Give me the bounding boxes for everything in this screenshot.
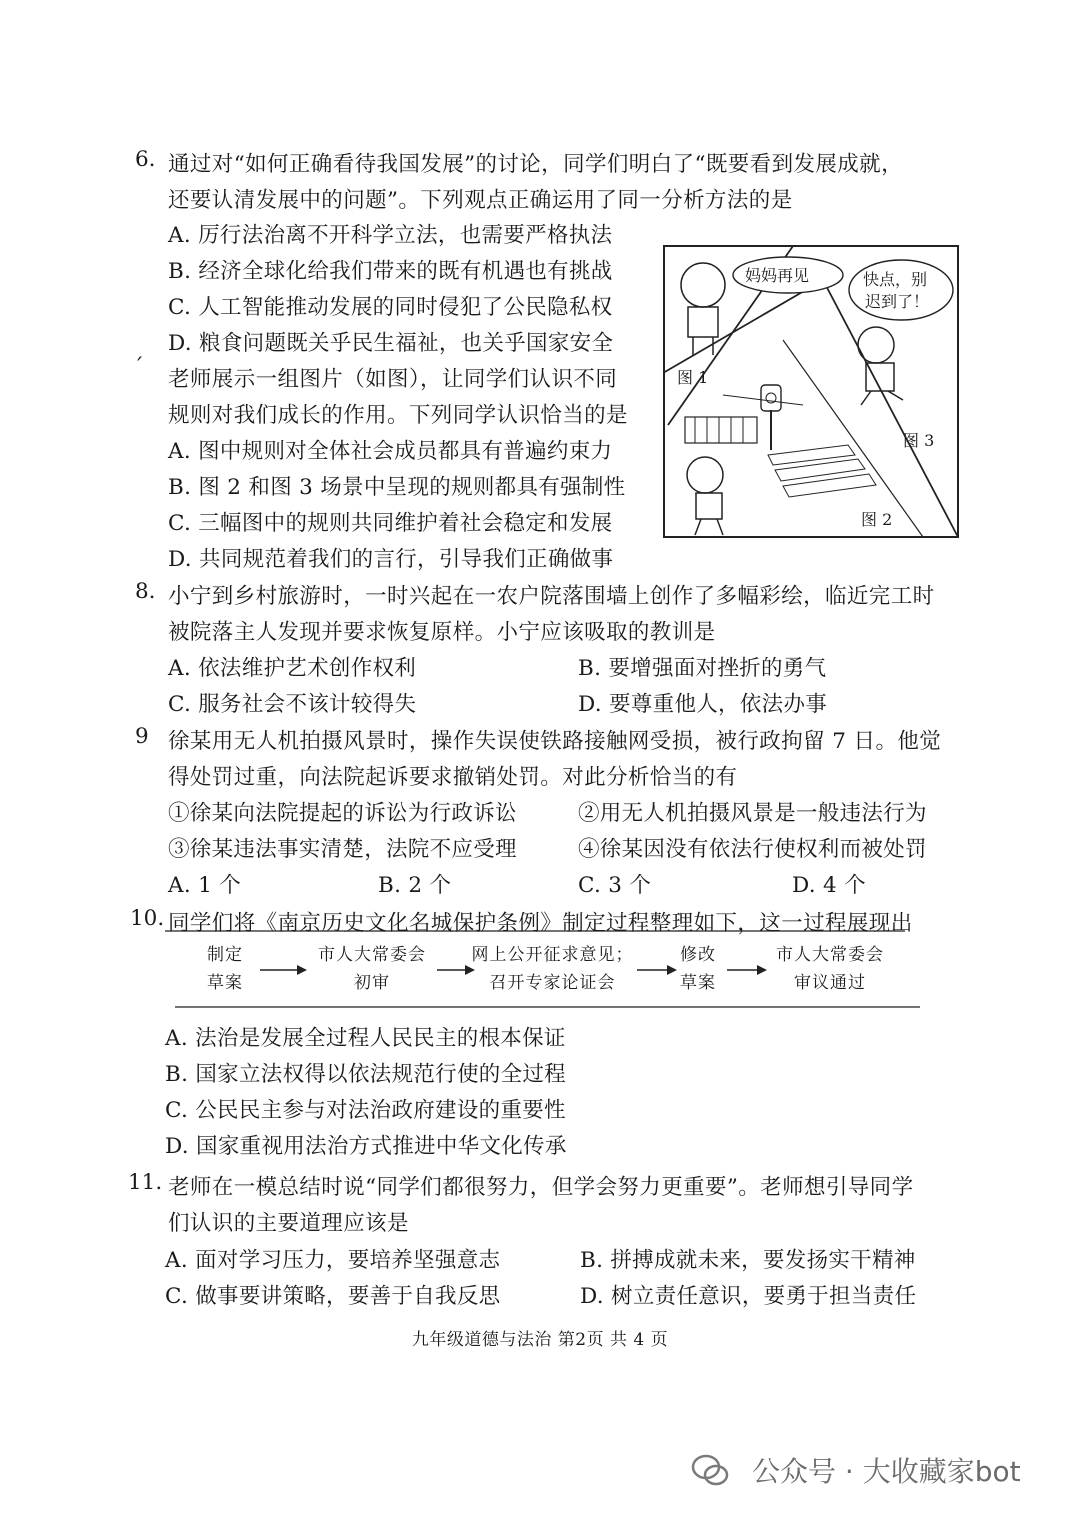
- page-footer: 九年级道德与法治 第2页 共 4 页: [411, 1330, 669, 1350]
- watermark-text: 公众号 · 大收藏家bot: [752, 1455, 1021, 1488]
- flow-step-4: [680, 941, 716, 997]
- q8-stem-line1: 小宁到乡村旅游时，一时兴起在一农户院落围墙上创作了多幅彩绘，临近完工时: [168, 584, 935, 609]
- q8-option-d: D. 要尊重他人，依法办事: [578, 692, 828, 717]
- q11-stem-line2: 们认识的主要道理应该是: [168, 1211, 409, 1236]
- q7-number: ˊ: [133, 355, 144, 380]
- flow-step-4-line2: 草案: [680, 973, 716, 993]
- q7-option-a: A. 图中规则对全体社会成员都具有普遍约束力: [168, 439, 613, 464]
- q8-option-a: A. 依法维护艺术创作权利: [168, 656, 417, 681]
- flow-step-1-line1: 制定: [207, 945, 243, 965]
- flow-arrow-1: [260, 965, 307, 975]
- q9-option-d: D. 4 个: [792, 873, 866, 898]
- q8-number: 8.: [135, 579, 156, 604]
- q10-option-a: A. 法治是发展全过程人民民主的根本保证: [165, 1026, 566, 1051]
- q8-stem-line2: 被院落主人发现并要求恢复原样。小宁应该吸取的教训是: [168, 620, 716, 645]
- q10-stem-line1: 同学们将《南京历史文化名城保护条例》制定过程整理如下，这一过程展现出: [168, 911, 913, 936]
- q6-option-c: C. 人工智能推动发展的同时侵犯了公民隐私权: [168, 295, 613, 320]
- q8-option-c: C. 服务社会不该计较得失: [168, 692, 417, 717]
- q7-option-b: B. 图 2 和图 3 场景中呈现的规则都具有强制性: [168, 475, 626, 500]
- flow-step-2-line2: 初审: [354, 973, 390, 993]
- q11-option-c: C. 做事要讲策略，要善于自我反思: [165, 1284, 501, 1309]
- flow-step-1-line2: 草案: [207, 973, 243, 993]
- q10-number: 10.: [130, 906, 165, 931]
- q9-number: 9: [135, 724, 149, 749]
- q6-option-a: A. 厉行法治离不开科学立法，也需要严格执法: [168, 223, 613, 248]
- q9-item-3: ③徐某违法事实清楚，法院不应受理: [168, 837, 517, 862]
- flow-step-3-line1: 网上公开征求意见；: [471, 945, 634, 965]
- comic-fig3-label: 图 3: [903, 431, 935, 450]
- q11-option-d: D. 树立责任意识，要勇于担当责任: [580, 1284, 917, 1309]
- q11-option-b: B. 拼搏成就未来，要发扬实干精神: [580, 1248, 916, 1273]
- q11-number: 11.: [128, 1170, 163, 1195]
- q9-option-a: A. 1 个: [168, 873, 242, 898]
- q11-option-a: A. 面对学习压力，要培养坚强意志: [165, 1248, 501, 1273]
- comic-bubble-2b: 迟到了！: [865, 292, 930, 311]
- q10-option-d: D. 国家重视用法治方式推进中华文化传承: [165, 1134, 567, 1159]
- q10-option-c: C. 公民民主参与对法治政府建设的重要性: [165, 1098, 566, 1123]
- q10-option-b: B. 国家立法权得以依法规范行使的全过程: [165, 1062, 566, 1087]
- flow-arrow-3: [637, 965, 677, 975]
- q7-stem-line1: 老师展示一组图片（如图），让同学们认识不同: [168, 367, 618, 392]
- q6-stem-line2: 还要认清发展中的问题”。下列观点正确运用了同一分析方法的是: [168, 188, 793, 213]
- q7-comic-figure: [663, 245, 959, 538]
- q8-option-b: B. 要增强面对挫折的勇气: [578, 656, 827, 681]
- q7-option-c: C. 三幅图中的规则共同维护着社会稳定和发展: [168, 511, 613, 536]
- q9-option-b: B. 2 个: [378, 873, 452, 898]
- comic-fig2-label: 图 2: [861, 510, 893, 529]
- flow-step-5: [765, 941, 895, 997]
- q6-option-d: D. 粮食问题既关乎民生福祉，也关乎国家安全: [168, 331, 614, 356]
- wechat-icon: [690, 1450, 730, 1490]
- q6-option-b: B. 经济全球化给我们带来的既有机遇也有挑战: [168, 259, 613, 284]
- flow-arrow-4: [727, 965, 767, 975]
- flow-step-3: [465, 941, 640, 997]
- flow-step-5-line1: 市人大常委会: [776, 945, 884, 965]
- flow-step-2: [307, 941, 437, 997]
- flow-step-5-line2: 审议通过: [794, 973, 866, 993]
- q9-item-2: ②用无人机拍摄风景是一般违法行为: [578, 801, 927, 826]
- q11-stem-line1: 老师在一模总结时说“同学们都很努力，但学会努力更重要”。老师想引导同学: [168, 1175, 914, 1200]
- q10-process-flow: [165, 925, 925, 1013]
- q9-item-4: ④徐某因没有依法行使权利而被处罚: [578, 837, 927, 862]
- q9-stem-line1: 徐某用无人机拍摄风景时，操作失误使铁路接触网受损，被行政拘留 7 日。他觉: [168, 729, 942, 754]
- flow-step-1: [207, 941, 243, 997]
- flow-step-3-line2: 召开专家论证会: [489, 973, 616, 993]
- q6-number: 6.: [135, 147, 156, 172]
- comic-bubble-1: 妈妈再见: [745, 266, 810, 285]
- q9-item-1: ①徐某向法院提起的诉讼为行政诉讼: [168, 801, 517, 826]
- q9-option-c: C. 3 个: [578, 873, 652, 898]
- q7-stem-line2: 规则对我们成长的作用。下列同学认识恰当的是: [168, 403, 628, 428]
- q7-option-d: D. 共同规范着我们的言行，引导我们正确做事: [168, 547, 614, 572]
- flow-step-2-line1: 市人大常委会: [318, 945, 426, 965]
- comic-fig1-label: 图 1: [677, 368, 709, 387]
- q6-stem-line1: 通过对“如何正确看待我国发展”的讨论，同学们明白了“既要看到发展成就，: [168, 152, 903, 177]
- q9-stem-line2: 得处罚过重，向法院起诉要求撤销处罚。对此分析恰当的有: [168, 765, 738, 790]
- comic-bubble-2a: 快点，别: [863, 270, 928, 289]
- flow-step-4-line1: 修改: [680, 945, 716, 965]
